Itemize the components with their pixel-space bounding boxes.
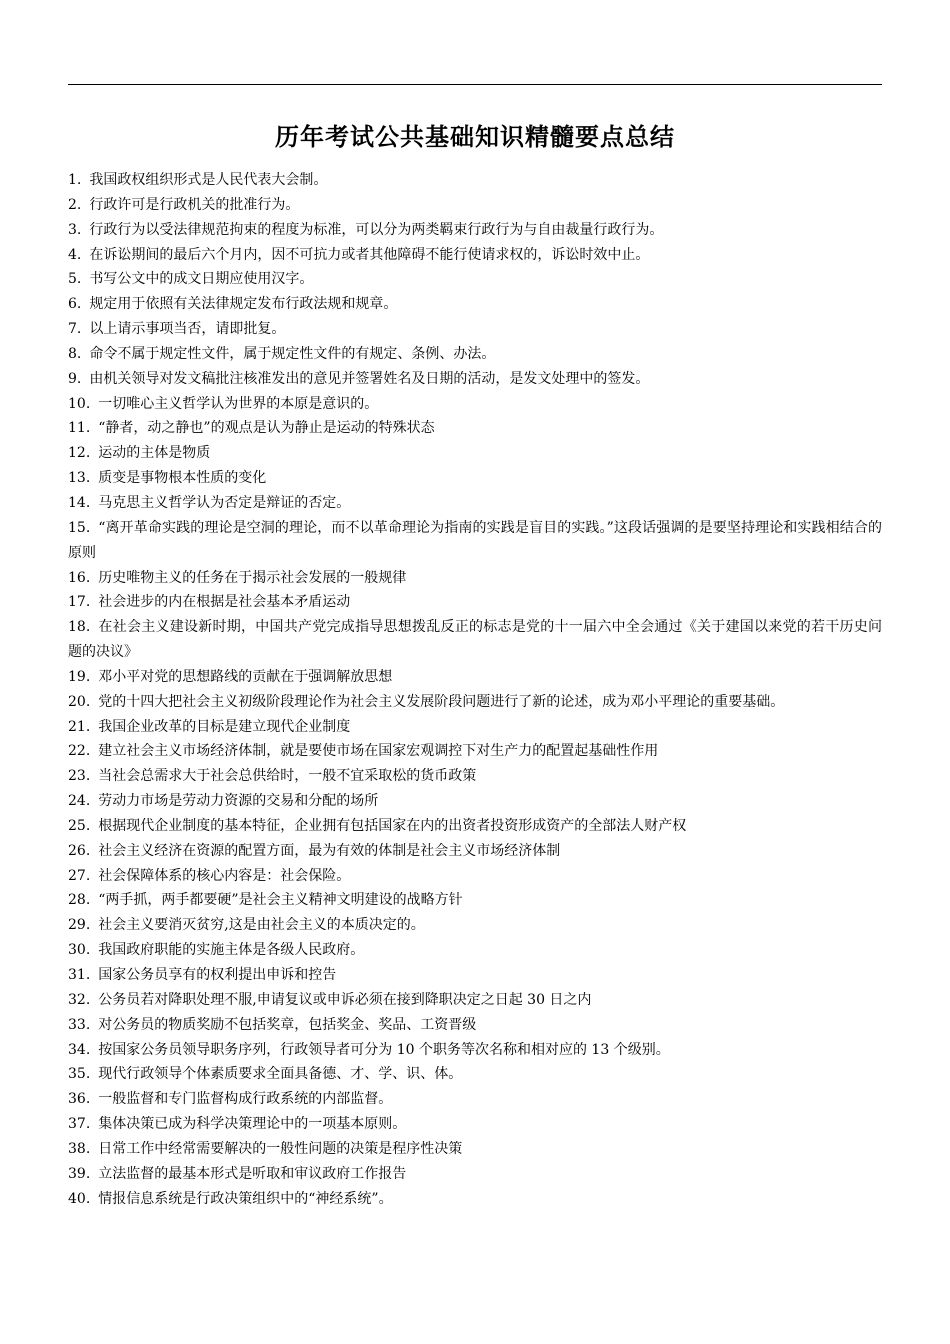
item-text: 对公务员的物质奖励不包括奖章，包括奖金、奖品、工资晋级 xyxy=(98,1016,477,1033)
item-text: “静者，动之静也”的观点是认为静止是运动的特殊状态 xyxy=(98,420,435,437)
item-number: 12. xyxy=(68,445,91,462)
item-number: 23. xyxy=(68,768,91,785)
item-number: 16. xyxy=(68,569,91,586)
item-number: 34. xyxy=(68,1041,91,1058)
item-number: 31. xyxy=(68,967,91,983)
list-item xyxy=(68,491,882,516)
list-item xyxy=(68,590,882,615)
item-number: 30. xyxy=(68,942,91,959)
list-item xyxy=(68,888,882,913)
item-text: 根据现代企业制度的基本特征，企业拥有包括国家在内的出资者投资形成资产的全部法人财产权 xyxy=(98,817,687,834)
item-number: 18. xyxy=(68,619,91,636)
list-item xyxy=(68,615,882,665)
list-item xyxy=(68,392,882,417)
item-text: 集体决策已成为科学决策理论中的一项基本原则。 xyxy=(98,1116,407,1133)
item-text: 我国政府职能的实施主体是各级人民政府。 xyxy=(98,942,365,959)
list-item xyxy=(68,1038,882,1063)
list-item xyxy=(68,839,882,864)
item-text: 公务员若对降职处理不服,申请复议或申诉必须在接到降职决定之日起 30 日之内 xyxy=(98,991,592,1008)
item-text: 立法监督的最基本形式是听取和审议政府工作报告 xyxy=(98,1165,407,1182)
item-text: 劳动力市场是劳动力资源的交易和分配的场所 xyxy=(98,793,379,810)
list-item xyxy=(68,566,882,591)
item-text: 历史唯物主义的任务在于揭示社会发展的一般规律 xyxy=(98,569,407,586)
item-number: 17. xyxy=(68,594,91,611)
item-number: 20. xyxy=(68,693,91,710)
list-item xyxy=(68,193,882,218)
item-number: 15. xyxy=(68,519,91,536)
item-text: 以上请示事项当否，请即批复。 xyxy=(89,321,286,338)
item-text: 一切唯心主义哲学认为世界的本原是意识的。 xyxy=(98,395,379,412)
list-item xyxy=(68,988,882,1013)
list-item xyxy=(68,267,882,292)
header-rule xyxy=(68,84,882,85)
list-item xyxy=(68,1137,882,1162)
list-item xyxy=(68,441,882,466)
item-number: 10. xyxy=(68,395,91,412)
document-title: 历年考试公共基础知识精髓要点总结 xyxy=(275,123,675,152)
item-number: 40. xyxy=(68,1190,91,1207)
list-item xyxy=(68,938,882,963)
item-text: 情报信息系统是行政决策组织中的“神经系统”。 xyxy=(98,1190,393,1207)
item-number: 19. xyxy=(68,668,91,685)
item-number: 4. xyxy=(68,246,82,263)
points-list xyxy=(68,168,882,1211)
item-number: 11. xyxy=(68,420,91,437)
list-item xyxy=(68,1062,882,1087)
list-item xyxy=(68,292,882,317)
item-text: 我国政权组织形式是人民代表大会制。 xyxy=(89,172,328,188)
item-number: 36. xyxy=(68,1091,91,1108)
item-text: 我国企业改革的目标是建立现代企业制度 xyxy=(98,718,351,735)
list-item xyxy=(68,1112,882,1137)
item-number: 35. xyxy=(68,1066,91,1083)
list-item xyxy=(68,963,882,988)
item-number: 39. xyxy=(68,1165,91,1182)
item-text: 建立社会主义市场经济体制，就是要使市场在国家宏观调控下对生产力的配置起基础性作用 xyxy=(98,743,659,760)
item-text: 社会主义经济在资源的配置方面，最为有效的体制是社会主义市场经济体制 xyxy=(98,842,561,859)
item-number: 28. xyxy=(68,892,91,909)
list-item xyxy=(68,1087,882,1112)
item-text: 国家公务员享有的权利提出申诉和控告 xyxy=(98,967,337,983)
list-item xyxy=(68,218,882,243)
list-item xyxy=(68,764,882,789)
item-text: 书写公文中的成文日期应使用汉字。 xyxy=(89,271,314,288)
item-number: 38. xyxy=(68,1140,91,1157)
item-number: 5. xyxy=(68,271,82,288)
list-item xyxy=(68,814,882,839)
item-number: 25. xyxy=(68,817,91,834)
item-number: 26. xyxy=(68,842,91,859)
item-text: 当社会总需求大于社会总供给时，一般不宜采取松的货币政策 xyxy=(98,768,477,785)
item-text: 按国家公务员领导职务序列，行政领导者可分为 10 个职务等次名称和相对应的 13 个级别。 xyxy=(98,1041,670,1058)
item-number: 1. xyxy=(68,172,82,188)
item-text: 社会主义要消灭贫穷,这是由社会主义的本质决定的。 xyxy=(98,917,425,934)
item-text: 行政行为以受法律规范拘束的程度为标准，可以分为两类羁束行政行为与自由裁量行政行为。 xyxy=(89,221,664,238)
list-item xyxy=(68,168,882,193)
list-item xyxy=(68,913,882,938)
item-number: 7. xyxy=(68,321,82,338)
item-number: 9. xyxy=(68,370,82,387)
item-number: 24. xyxy=(68,793,91,810)
item-text: 行政许可是行政机关的批准行为。 xyxy=(89,196,300,213)
item-number: 29. xyxy=(68,917,91,934)
item-number: 2. xyxy=(68,196,82,213)
list-item xyxy=(68,367,882,392)
list-item xyxy=(68,715,882,740)
list-item xyxy=(68,864,882,889)
item-text: 规定用于依照有关法律规定发布行政法规和规章。 xyxy=(89,296,398,313)
item-number: 21. xyxy=(68,718,91,735)
list-item xyxy=(68,466,882,491)
item-text: 运动的主体是物质 xyxy=(98,445,211,462)
item-text: 党的十四大把社会主义初级阶段理论作为社会主义发展阶段问题进行了新的论述，成为邓小平理论的重要基础。 xyxy=(98,693,785,710)
item-text: 马克思主义哲学认为否定是辩证的否定。 xyxy=(98,494,351,511)
list-item xyxy=(68,416,882,441)
list-item xyxy=(68,1162,882,1187)
item-text: “离开革命实践的理论是空洞的理论，而不以革命理论为指南的实践是盲目的实践。”这段话强调的是要坚持理论和实践相结合的原则 xyxy=(68,519,882,561)
item-text: “两手抓，两手都要硬”是社会主义精神文明建设的战略方针 xyxy=(98,892,463,909)
item-text: 社会保障体系的核心内容是：社会保险。 xyxy=(98,867,351,884)
item-text: 社会进步的内在根据是社会基本矛盾运动 xyxy=(98,594,351,611)
item-text: 在诉讼期间的最后六个月内，因不可抗力或者其他障碍不能行使请求权的，诉讼时效中止。 xyxy=(89,246,650,263)
item-text: 命令不属于规定性文件，属于规定性文件的有规定、条例、办法。 xyxy=(89,345,496,362)
item-number: 13. xyxy=(68,470,91,487)
item-text: 一般监督和专门监督构成行政系统的内部监督。 xyxy=(98,1091,393,1108)
item-number: 27. xyxy=(68,867,91,884)
item-number: 22. xyxy=(68,743,91,760)
item-text: 邓小平对党的思想路线的贡献在于强调解放思想 xyxy=(98,668,393,685)
item-text: 日常工作中经常需要解决的一般性问题的决策是程序性决策 xyxy=(98,1140,463,1157)
list-item xyxy=(68,243,882,268)
item-text: 由机关领导对发文稿批注核准发出的意见并签署姓名及日期的活动，是发文处理中的签发。 xyxy=(89,370,650,387)
list-item xyxy=(68,1187,882,1212)
item-number: 32. xyxy=(68,991,91,1008)
item-number: 6. xyxy=(68,296,82,313)
list-item xyxy=(68,342,882,367)
list-item xyxy=(68,516,882,566)
item-number: 37. xyxy=(68,1116,91,1133)
list-item xyxy=(68,789,882,814)
item-number: 14. xyxy=(68,494,91,511)
list-item xyxy=(68,317,882,342)
list-item xyxy=(68,690,882,715)
item-number: 8. xyxy=(68,345,82,362)
item-number: 33. xyxy=(68,1016,91,1033)
item-number: 3. xyxy=(68,221,82,238)
list-item xyxy=(68,1013,882,1038)
item-text: 在社会主义建设新时期，中国共产党完成指导思想拨乱反正的标志是党的十一届六中全会通过《关于建国以来党的若干历史问题的决议》 xyxy=(68,619,882,661)
item-text: 质变是事物根本性质的变化 xyxy=(98,470,267,487)
list-item xyxy=(68,739,882,764)
list-item xyxy=(68,665,882,690)
item-text: 现代行政领导个体素质要求全面具备德、才、学、识、体。 xyxy=(98,1066,463,1083)
